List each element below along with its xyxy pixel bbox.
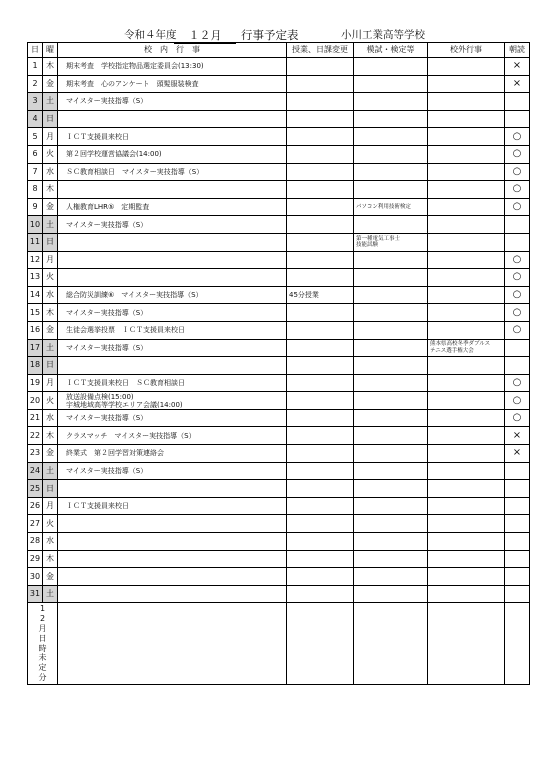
- morning-reading-cell: ○: [505, 269, 530, 287]
- school-event-cell: [58, 533, 287, 551]
- day-number-cell: 30: [28, 568, 43, 586]
- document-name: 行事予定表: [241, 28, 299, 42]
- exam-cell: [354, 75, 428, 93]
- external-event-cell: [428, 409, 505, 427]
- class-change-cell: [287, 374, 354, 392]
- weekday-cell: 火: [43, 145, 58, 163]
- day-number-cell: 8: [28, 181, 43, 199]
- exam-cell: [354, 409, 428, 427]
- school-event-cell: マイスター実技指導（S）: [58, 304, 287, 322]
- school-event-cell: 放送設備点検(15:00) 宇城地域高等学校エリア会議(14:00): [58, 392, 287, 410]
- morning-reading-cell: [505, 93, 530, 111]
- morning-reading-cell: ○: [505, 304, 530, 322]
- morning-reading-cell: [505, 480, 530, 498]
- external-event-cell: [428, 533, 505, 551]
- morning-reading-cell: ○: [505, 286, 530, 304]
- document-title: [0, 27, 543, 43]
- exam-cell: [354, 321, 428, 339]
- morning-reading-cell: ×: [505, 445, 530, 463]
- morning-reading-cell: [505, 110, 530, 128]
- school-event-cell: [58, 568, 287, 586]
- class-change-cell: 45分授業: [287, 286, 354, 304]
- weekday-cell: 木: [43, 304, 58, 322]
- day-row: [28, 462, 530, 480]
- exam-cell: [354, 216, 428, 234]
- school-event-cell: 期末考査 学校指定物品選定委員会(13:30): [58, 58, 287, 76]
- fiscal-year: 令和４年度: [124, 29, 177, 41]
- external-event-cell: [428, 462, 505, 480]
- weekday-cell: 月: [43, 251, 58, 269]
- day-number-cell: 23: [28, 445, 43, 463]
- day-number-cell: 1: [28, 58, 43, 76]
- day-row: [28, 533, 530, 551]
- external-event-cell: [428, 374, 505, 392]
- day-row: [28, 145, 530, 163]
- morning-reading-cell: [505, 462, 530, 480]
- weekday-cell: 木: [43, 58, 58, 76]
- external-event-cell: [428, 58, 505, 76]
- external-event-cell: [428, 251, 505, 269]
- morning-reading-cell: [505, 550, 530, 568]
- weekday-cell: 土: [43, 462, 58, 480]
- day-row: [28, 357, 530, 375]
- class-change-cell: [287, 357, 354, 375]
- class-change-cell: [287, 568, 354, 586]
- weekday-cell: 水: [43, 163, 58, 181]
- month-label: １２月: [174, 27, 236, 44]
- day-number-cell: 11: [28, 233, 43, 251]
- day-number-cell: 12: [28, 251, 43, 269]
- external-event-cell: [428, 181, 505, 199]
- morning-reading-cell: [505, 585, 530, 603]
- day-row: [28, 181, 530, 199]
- day-row: [28, 445, 530, 463]
- external-event-cell: [428, 269, 505, 287]
- class-change-cell: [287, 533, 354, 551]
- day-number-cell: 13: [28, 269, 43, 287]
- weekday-cell: 金: [43, 198, 58, 216]
- external-event-cell: [428, 75, 505, 93]
- day-number-cell: 18: [28, 357, 43, 375]
- weekday-cell: 日: [43, 110, 58, 128]
- school-event-cell: マイスター実技指導（S）: [58, 339, 287, 357]
- external-event-cell: [428, 216, 505, 234]
- class-change-cell: [287, 128, 354, 146]
- exam-cell: [354, 568, 428, 586]
- exam-cell: [354, 128, 428, 146]
- day-row: [28, 110, 530, 128]
- weekday-cell: 日: [43, 480, 58, 498]
- external-event-cell: [428, 585, 505, 603]
- external-event-cell: [428, 445, 505, 463]
- external-event-cell: [428, 304, 505, 322]
- morning-reading-cell: ○: [505, 181, 530, 199]
- day-row: [28, 585, 530, 603]
- day-row: [28, 392, 530, 410]
- external-event-cell: [428, 550, 505, 568]
- day-number-cell: 31: [28, 585, 43, 603]
- external-event-cell: [428, 568, 505, 586]
- exam-cell: [354, 550, 428, 568]
- external-event-cell: [428, 515, 505, 533]
- day-row: [28, 427, 530, 445]
- morning-reading-cell: ○: [505, 251, 530, 269]
- undecided-row: [28, 603, 530, 684]
- external-event-cell: [428, 110, 505, 128]
- exam-cell: [354, 392, 428, 410]
- exam-cell: パソコン利用技術検定: [354, 198, 428, 216]
- exam-cell: [354, 286, 428, 304]
- table-header-row: [28, 43, 530, 58]
- morning-reading-cell: ○: [505, 128, 530, 146]
- exam-cell: [354, 304, 428, 322]
- day-row: [28, 497, 530, 515]
- exam-cell: [354, 269, 428, 287]
- day-number-cell: 26: [28, 497, 43, 515]
- day-number-cell: 27: [28, 515, 43, 533]
- day-number-cell: 29: [28, 550, 43, 568]
- exam-cell: [354, 110, 428, 128]
- class-change-cell: [287, 585, 354, 603]
- day-row: [28, 304, 530, 322]
- class-change-cell: [287, 462, 354, 480]
- school-event-cell: 総合防災訓練⑥ マイスター実技指導（S）: [58, 286, 287, 304]
- col-class-changes: 授業、日課変更: [287, 43, 354, 58]
- weekday-cell: 月: [43, 128, 58, 146]
- school-event-cell: 期末考査 心のアンケート 頭髪服装検査: [58, 75, 287, 93]
- day-number-cell: 6: [28, 145, 43, 163]
- day-number-cell: 28: [28, 533, 43, 551]
- school-event-cell: マイスター実技指導（S）: [58, 93, 287, 111]
- day-row: [28, 515, 530, 533]
- external-event-cell: [428, 93, 505, 111]
- school-event-cell: [58, 480, 287, 498]
- morning-reading-cell: ×: [505, 75, 530, 93]
- day-number-cell: 20: [28, 392, 43, 410]
- day-row: [28, 163, 530, 181]
- school-event-cell: [58, 110, 287, 128]
- exam-cell: [354, 145, 428, 163]
- morning-reading-cell: ○: [505, 198, 530, 216]
- day-row: [28, 58, 530, 76]
- col-weekday: 曜: [43, 43, 58, 58]
- class-change-cell: [287, 321, 354, 339]
- class-change-cell: [287, 75, 354, 93]
- school-event-cell: ＩＣＴ支援員来校日 ＳＣ教育相談日: [58, 374, 287, 392]
- morning-reading-cell: ○: [505, 163, 530, 181]
- morning-reading-cell: [505, 568, 530, 586]
- day-number-cell: 19: [28, 374, 43, 392]
- exam-cell: [354, 427, 428, 445]
- exam-cell: [354, 497, 428, 515]
- class-change-cell: [287, 550, 354, 568]
- external-event-cell: [428, 427, 505, 445]
- exam-cell: 第一種電気工事士 技能試験: [354, 233, 428, 251]
- day-row: [28, 75, 530, 93]
- day-row: [28, 233, 530, 251]
- weekday-cell: 土: [43, 93, 58, 111]
- class-change-cell: [287, 216, 354, 234]
- day-number-cell: 15: [28, 304, 43, 322]
- exam-cell: [354, 462, 428, 480]
- morning-reading-cell: ×: [505, 58, 530, 76]
- weekday-cell: 水: [43, 286, 58, 304]
- class-change-cell: [287, 145, 354, 163]
- morning-reading-cell: ○: [505, 145, 530, 163]
- exam-cell: [354, 357, 428, 375]
- undecided-events-cell: [58, 603, 287, 684]
- exam-cell: [354, 480, 428, 498]
- day-row: [28, 269, 530, 287]
- school-name: 小川工業高等学校: [341, 29, 425, 41]
- school-event-cell: [58, 181, 287, 199]
- morning-reading-cell: [505, 533, 530, 551]
- weekday-cell: 木: [43, 427, 58, 445]
- exam-cell: [354, 58, 428, 76]
- external-event-cell: [428, 480, 505, 498]
- school-event-cell: 終業式 第２回学習対策連絡会: [58, 445, 287, 463]
- class-change-cell: [287, 497, 354, 515]
- school-event-cell: [58, 357, 287, 375]
- day-number-cell: 3: [28, 93, 43, 111]
- class-change-cell: [287, 392, 354, 410]
- weekday-cell: 水: [43, 409, 58, 427]
- day-row: [28, 409, 530, 427]
- exam-cell: [354, 93, 428, 111]
- morning-reading-cell: ○: [505, 321, 530, 339]
- school-event-cell: [58, 269, 287, 287]
- day-number-cell: 25: [28, 480, 43, 498]
- day-number-cell: 24: [28, 462, 43, 480]
- day-row: [28, 128, 530, 146]
- external-event-cell: [428, 392, 505, 410]
- day-number-cell: 9: [28, 198, 43, 216]
- weekday-cell: 土: [43, 339, 58, 357]
- col-morning-reading: 朝読: [505, 43, 530, 58]
- day-row: [28, 321, 530, 339]
- school-event-cell: 第２回学校運営協議会(14:00): [58, 145, 287, 163]
- class-change-cell: [287, 58, 354, 76]
- day-row: [28, 568, 530, 586]
- weekday-cell: 火: [43, 269, 58, 287]
- exam-cell: [354, 585, 428, 603]
- school-event-cell: クラスマッチ マイスター実技指導（S）: [58, 427, 287, 445]
- class-change-cell: [287, 269, 354, 287]
- class-change-cell: [287, 163, 354, 181]
- day-number-cell: 22: [28, 427, 43, 445]
- day-row: [28, 286, 530, 304]
- class-change-cell: [287, 93, 354, 111]
- external-event-cell: [428, 321, 505, 339]
- morning-reading-cell: ×: [505, 427, 530, 445]
- day-number-cell: 16: [28, 321, 43, 339]
- exam-cell: [354, 374, 428, 392]
- external-event-cell: [428, 497, 505, 515]
- external-event-cell: [428, 128, 505, 146]
- external-event-cell: [428, 163, 505, 181]
- weekday-cell: 金: [43, 568, 58, 586]
- school-event-cell: 生徒会選挙投票 ＩＣＴ支援員来校日: [58, 321, 287, 339]
- class-change-cell: [287, 251, 354, 269]
- school-event-cell: [58, 585, 287, 603]
- day-row: [28, 339, 530, 357]
- schedule-table: [27, 42, 530, 685]
- weekday-cell: 木: [43, 181, 58, 199]
- morning-reading-cell: [505, 515, 530, 533]
- class-change-cell: [287, 515, 354, 533]
- class-change-cell: [287, 198, 354, 216]
- day-row: [28, 480, 530, 498]
- class-change-cell: [287, 181, 354, 199]
- day-number-cell: 5: [28, 128, 43, 146]
- day-number-cell: 4: [28, 110, 43, 128]
- weekday-cell: 日: [43, 233, 58, 251]
- school-event-cell: [58, 251, 287, 269]
- school-event-cell: マイスター実技指導（S）: [58, 216, 287, 234]
- school-event-cell: 人権教育LHR⑤ 定期監査: [58, 198, 287, 216]
- weekday-cell: 木: [43, 550, 58, 568]
- day-number-cell: 7: [28, 163, 43, 181]
- external-event-cell: [428, 286, 505, 304]
- school-event-cell: [58, 515, 287, 533]
- exam-cell: [354, 163, 428, 181]
- exam-cell: [354, 533, 428, 551]
- weekday-cell: 土: [43, 585, 58, 603]
- day-row: [28, 550, 530, 568]
- school-event-cell: [58, 550, 287, 568]
- school-event-cell: マイスター実技指導（S）: [58, 462, 287, 480]
- col-day: 日: [28, 43, 43, 58]
- school-event-cell: ＩＣＴ支援員来校日: [58, 128, 287, 146]
- morning-reading-cell: [505, 233, 530, 251]
- day-number-cell: 10: [28, 216, 43, 234]
- exam-cell: [354, 181, 428, 199]
- day-number-cell: 2: [28, 75, 43, 93]
- morning-reading-cell: [505, 216, 530, 234]
- day-number-cell: 17: [28, 339, 43, 357]
- school-event-cell: [58, 233, 287, 251]
- weekday-cell: 月: [43, 497, 58, 515]
- school-event-cell: ＳＣ教育相談日 マイスター実技指導（S）: [58, 163, 287, 181]
- weekday-cell: 金: [43, 321, 58, 339]
- external-event-cell: [428, 233, 505, 251]
- day-row: [28, 251, 530, 269]
- morning-reading-cell: ○: [505, 409, 530, 427]
- morning-reading-cell: ○: [505, 392, 530, 410]
- day-number-cell: 21: [28, 409, 43, 427]
- col-exams: 模試・検定等: [354, 43, 428, 58]
- weekday-cell: 金: [43, 445, 58, 463]
- class-change-cell: [287, 110, 354, 128]
- exam-cell: [354, 251, 428, 269]
- col-external-events: 校外行事: [428, 43, 505, 58]
- class-change-cell: [287, 409, 354, 427]
- class-change-cell: [287, 233, 354, 251]
- weekday-cell: 火: [43, 515, 58, 533]
- external-event-cell: 熊本県高校冬季ダブルス テニス選手権大会: [428, 339, 505, 357]
- weekday-cell: 日: [43, 357, 58, 375]
- morning-reading-cell: ○: [505, 374, 530, 392]
- weekday-cell: 水: [43, 533, 58, 551]
- class-change-cell: [287, 339, 354, 357]
- class-change-cell: [287, 427, 354, 445]
- day-number-cell: 14: [28, 286, 43, 304]
- morning-reading-cell: [505, 357, 530, 375]
- exam-cell: [354, 445, 428, 463]
- external-event-cell: [428, 357, 505, 375]
- weekday-cell: 金: [43, 75, 58, 93]
- exam-cell: [354, 339, 428, 357]
- class-change-cell: [287, 445, 354, 463]
- school-event-cell: マイスター実技指導（S）: [58, 409, 287, 427]
- weekday-cell: 土: [43, 216, 58, 234]
- weekday-cell: 月: [43, 374, 58, 392]
- external-event-cell: [428, 145, 505, 163]
- class-change-cell: [287, 480, 354, 498]
- day-row: [28, 216, 530, 234]
- external-event-cell: [428, 198, 505, 216]
- class-change-cell: [287, 304, 354, 322]
- day-row: [28, 198, 530, 216]
- morning-reading-cell: [505, 497, 530, 515]
- morning-reading-cell: [505, 339, 530, 357]
- col-school-events: 校 内 行 事: [58, 43, 287, 58]
- weekday-cell: 火: [43, 392, 58, 410]
- school-event-cell: ＩＣＴ支援員来校日: [58, 497, 287, 515]
- day-row: [28, 374, 530, 392]
- exam-cell: [354, 515, 428, 533]
- undecided-label: 1 2 月 日 時 未 定 分: [28, 603, 58, 684]
- day-row: [28, 93, 530, 111]
